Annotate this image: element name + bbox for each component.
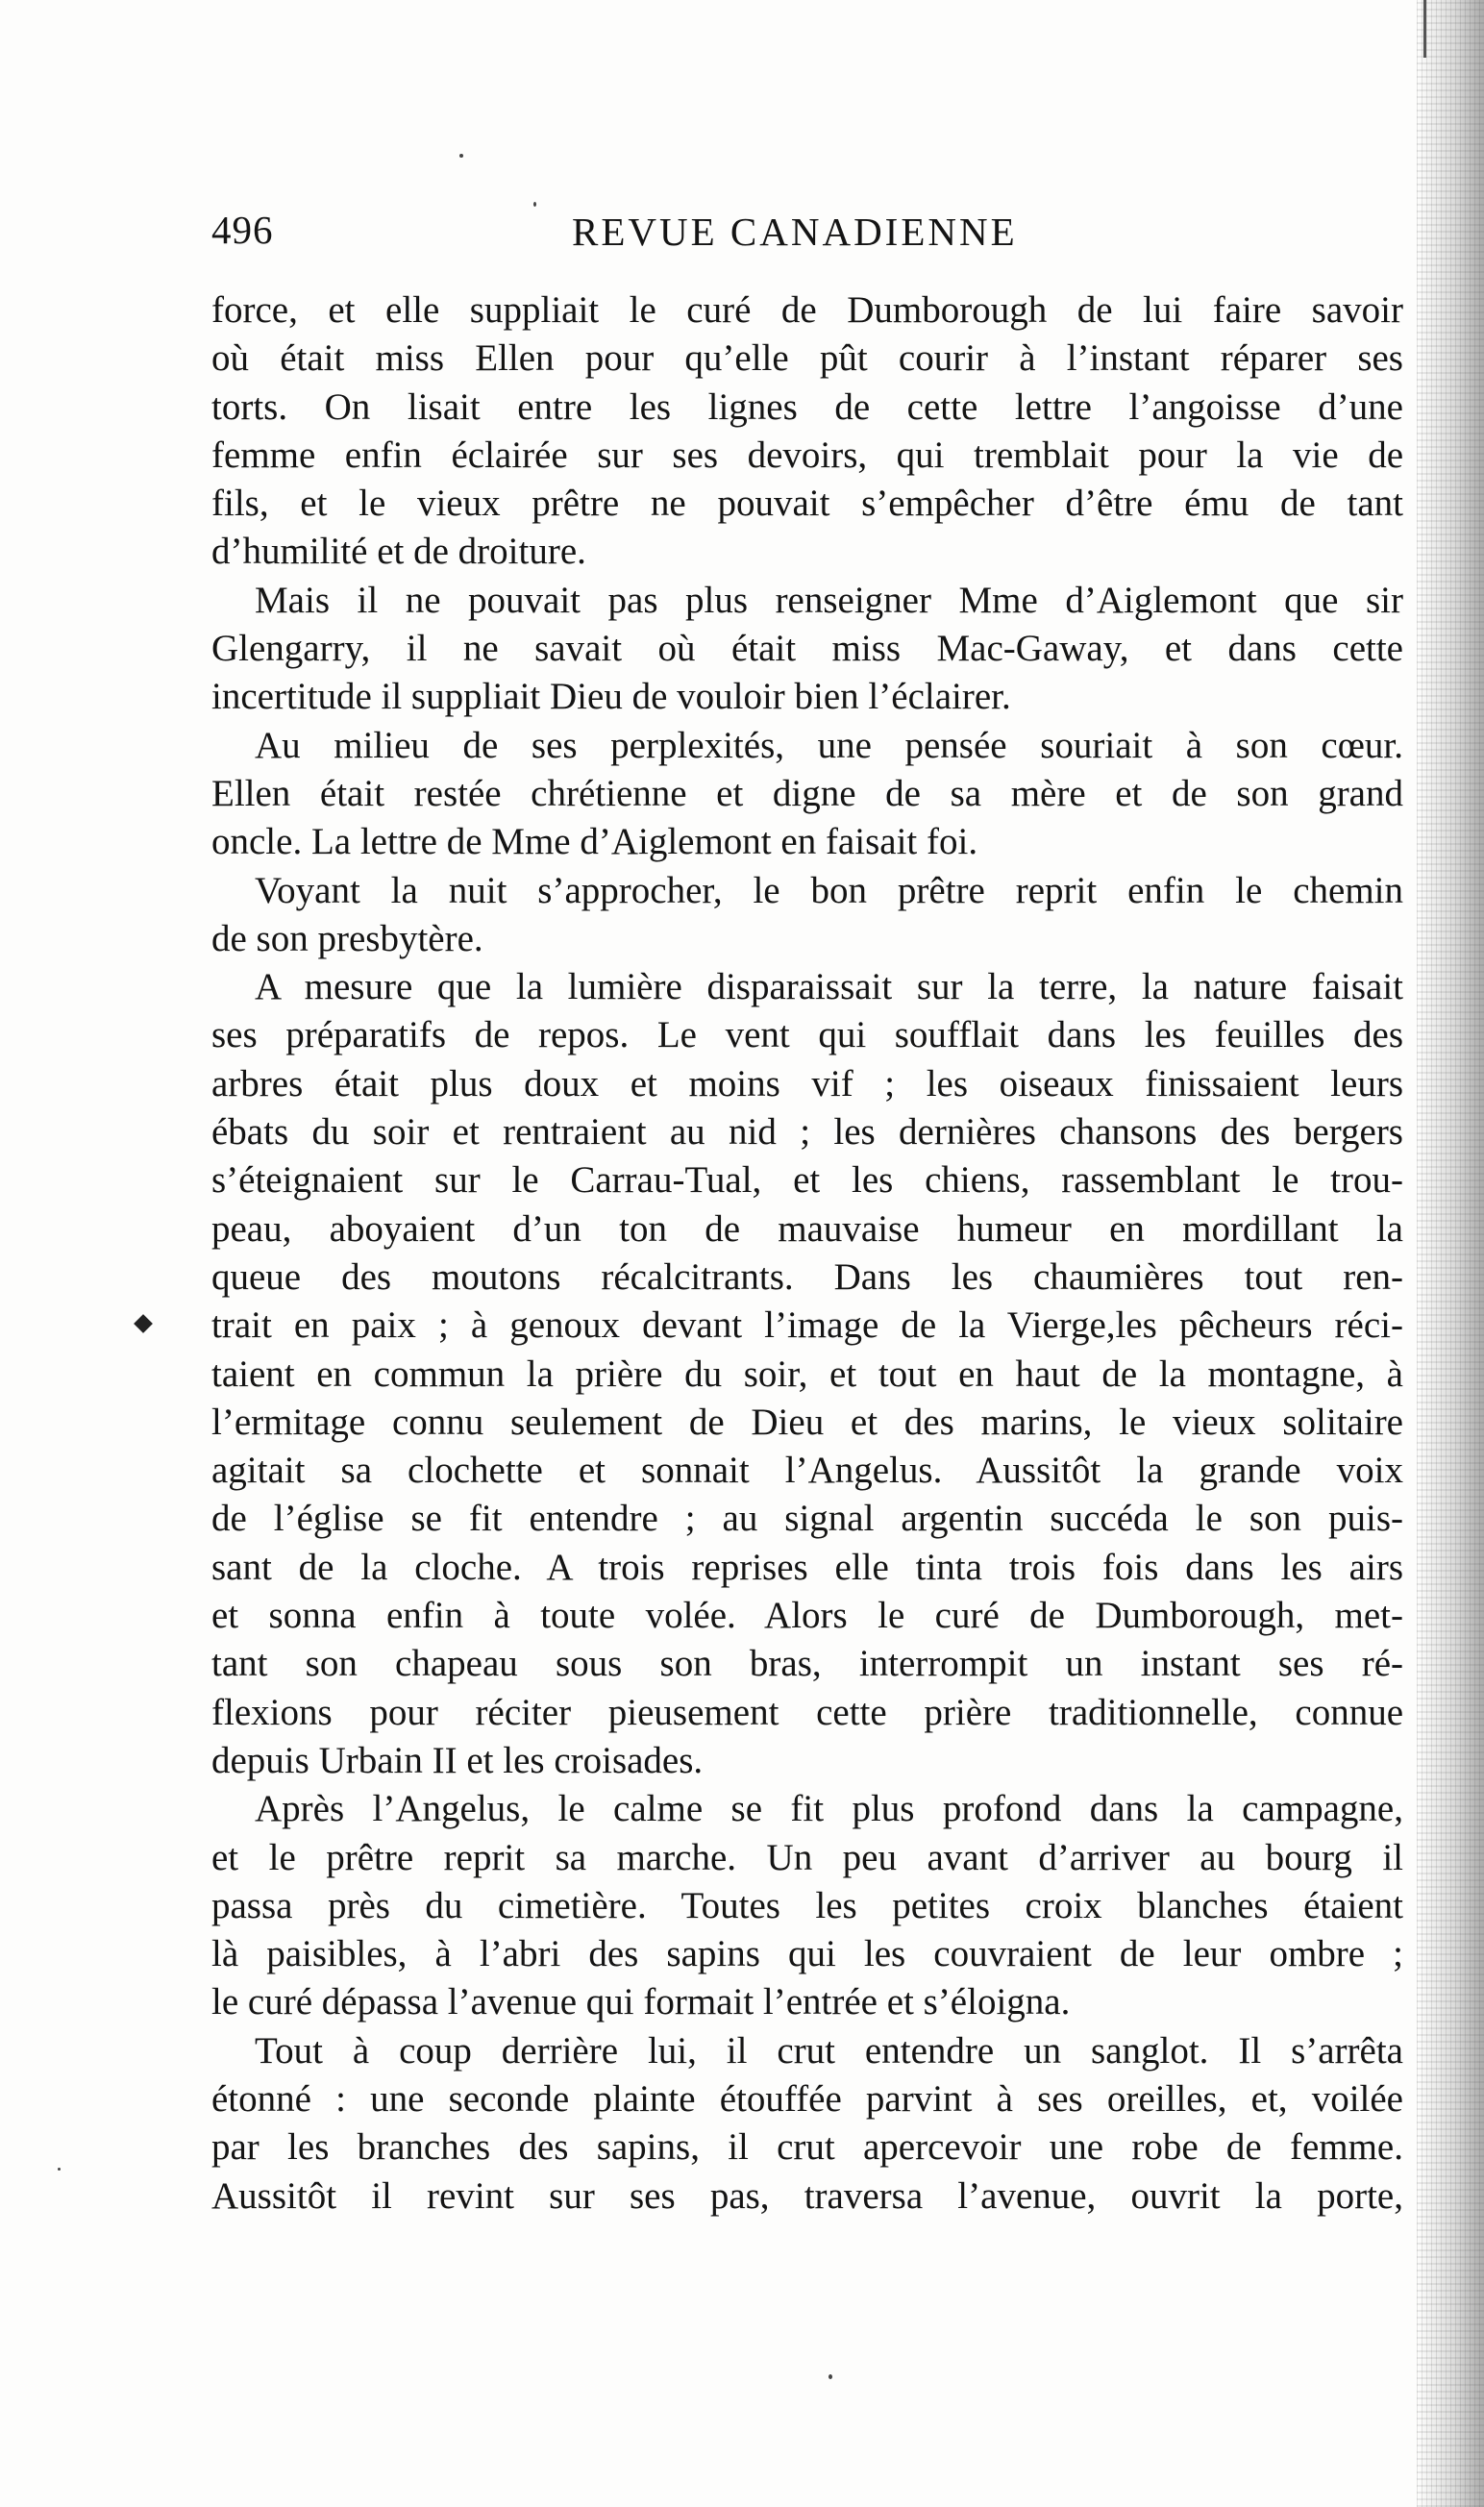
text-line: Au milieu de ses perplexités, une pensée souriait à son cœur. bbox=[255, 724, 1403, 766]
text-line: passa près du cimetière. Toutes les petites croix blanches étaient bbox=[211, 1884, 1403, 1926]
text-line: torts. On lisait entre les lignes de cette lettre l’angoisse d’une bbox=[211, 385, 1403, 428]
page-number: 496 bbox=[211, 208, 274, 252]
text-line: agitait sa clochette et sonnait l’Angelus. Aussitôt la grande voix bbox=[211, 1450, 1403, 1492]
text-line: s’éteignaient sur le Carrau-Tual, et les chiens, rassemblant le trou- bbox=[211, 1159, 1403, 1202]
text-line: tant son chapeau sous son bras, interrompit un instant ses ré- bbox=[211, 1643, 1403, 1685]
scan-edge-mark bbox=[1423, 0, 1426, 58]
scan-edge bbox=[1417, 0, 1484, 2507]
text-line: ébats du soir et rentraient au nid ; les dernières chansons des bergers bbox=[211, 1111, 1403, 1154]
text-line: Aussitôt il revint sur ses pas, traversa l’avenue, ouvrit la porte, bbox=[211, 2174, 1403, 2217]
text-line: Après l’Angelus, le calme se fit plus profond dans la campagne, bbox=[255, 1788, 1403, 1830]
body-text bbox=[211, 286, 1403, 2221]
text-line: l’ermitage connu seulement de Dieu et des marins, le vieux solitaire bbox=[211, 1401, 1403, 1443]
text-line: fils, et le vieux prêtre ne pouvait s’empêcher d’être ému de tant bbox=[211, 483, 1403, 525]
text-line: étonné : une seconde plainte étouffée parvint à ses oreilles, et, voilée bbox=[211, 2077, 1403, 2120]
text-line: taient en commun la prière du soir, et tout en haut de la montagne, à bbox=[211, 1353, 1403, 1395]
text-line: ses préparatifs de repos. Le vent qui soufflait dans les feuilles des bbox=[211, 1014, 1403, 1056]
running-head: REVUE CANADIENNE bbox=[572, 210, 1018, 254]
text-line: sant de la cloche. A trois reprises elle tinta trois fois dans les airs bbox=[211, 1546, 1403, 1588]
text-line: oncle. La lettre de Mme d’Aiglemont en faisait foi. bbox=[211, 821, 978, 863]
text-line: flexions pour réciter pieusement cette prière traditionnelle, connue bbox=[211, 1691, 1403, 1733]
text-line: par les branches des sapins, il crut apercevoir une robe de femme. bbox=[211, 2126, 1403, 2169]
text-line: Glengarry, il ne savait où était miss Mac-Gaway, et dans cette bbox=[211, 628, 1403, 670]
text-line: peau, aboyaient d’un ton de mauvaise humeur en mordillant la bbox=[211, 1207, 1403, 1250]
text-line: trait en paix ; à genoux devant l’image de la Vierge,les pêcheurs réci- bbox=[211, 1304, 1403, 1347]
page-header bbox=[211, 207, 1422, 264]
text-line: arbres était plus doux et moins vif ; les oiseaux finissaient leurs bbox=[211, 1062, 1403, 1105]
text-line: Voyant la nuit s’approcher, le bon prêtre reprit enfin le chemin bbox=[255, 869, 1403, 911]
text-line: queue des moutons récalcitrants. Dans les chaumières tout ren- bbox=[211, 1255, 1403, 1298]
text-line: de son presbytère. bbox=[211, 917, 483, 959]
text-line: A mesure que la lumière disparaissait sur la terre, la nature faisait bbox=[255, 966, 1403, 1008]
text-line: incertitude il suppliait Dieu de vouloir bien l’éclairer. bbox=[211, 676, 1011, 718]
ink-speck bbox=[58, 2168, 61, 2171]
text-line: et sonna enfin à toute volée. Alors le curé de Dumborough, met- bbox=[211, 1595, 1403, 1637]
text-line: Mais il ne pouvait pas plus renseigner Mme d’Aiglemont que sir bbox=[255, 579, 1403, 621]
text-line: de l’église se fit entendre ; au signal argentin succéda le son puis- bbox=[211, 1498, 1403, 1540]
ink-speck bbox=[829, 2374, 832, 2379]
text-line: d’humilité et de droiture. bbox=[211, 531, 586, 573]
margin-mark-icon bbox=[134, 1314, 153, 1333]
text-line: femme enfin éclairée sur ses devoirs, qui tremblait pour la vie de bbox=[211, 434, 1403, 476]
text-line: Ellen était restée chrétienne et digne de sa mère et de son grand bbox=[211, 772, 1403, 814]
text-line: et le prêtre reprit sa marche. Un peu avant d’arriver au bourg il bbox=[211, 1836, 1403, 1878]
text-line: depuis Urbain II et les croisades. bbox=[211, 1739, 704, 1781]
text-line: Tout à coup derrière lui, il crut entendre un sanglot. Il s’arrêta bbox=[255, 2029, 1403, 2072]
text-line: où était miss Ellen pour qu’elle pût courir à l’instant réparer ses bbox=[211, 337, 1403, 380]
ink-speck bbox=[533, 202, 536, 207]
text-line: le curé dépassa l’avenue qui formait l’entrée et s’éloigna. bbox=[211, 1981, 1071, 2023]
ink-speck bbox=[459, 154, 463, 158]
text-line: force, et elle suppliait le curé de Dumborough de lui faire savoir bbox=[211, 289, 1403, 331]
text-line: là paisibles, à l’abri des sapins qui les couvraient de leur ombre ; bbox=[211, 1933, 1403, 1975]
